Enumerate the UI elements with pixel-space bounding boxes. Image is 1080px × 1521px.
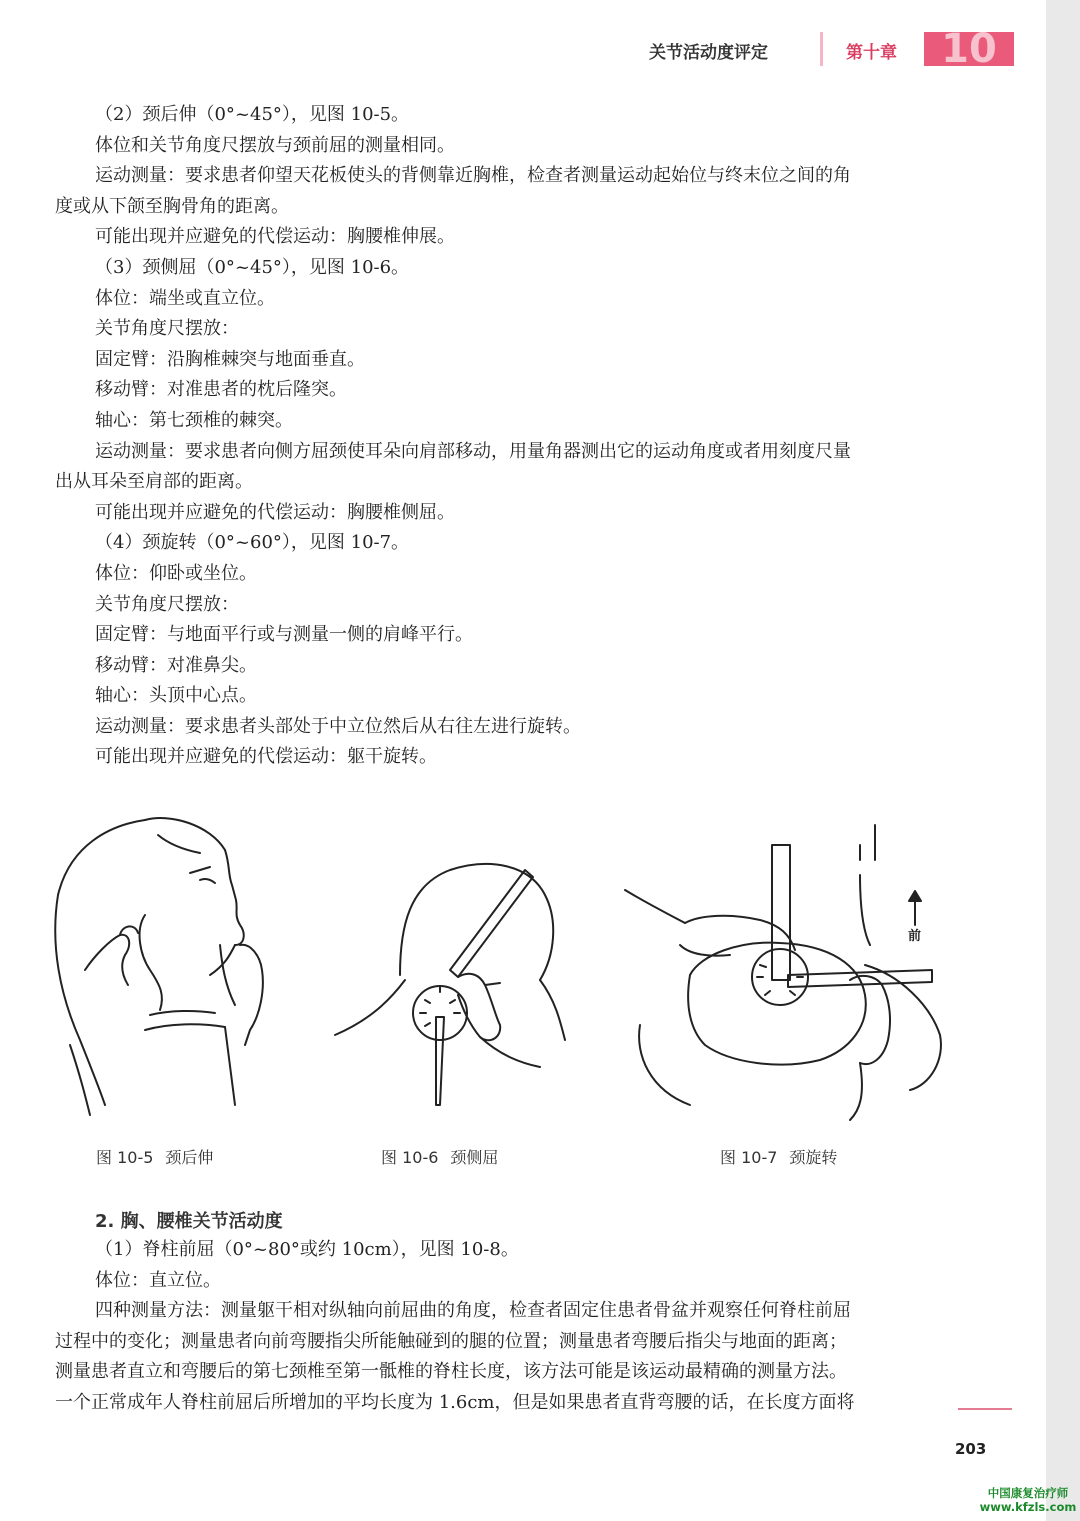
watermark-name: 中国康复治疗师 <box>987 1486 1069 1500</box>
paragraph-line: 过程中的变化；测量患者向前弯腰指尖所能触碰到的腿的位置；测量患者弯腰后指尖与地面的距离； <box>55 1330 847 1352</box>
figure-number: 图 10-7 <box>720 1148 778 1167</box>
figure-caption-10-7 <box>720 1145 837 1168</box>
paragraph-line: （1）脊柱前屈（0°~80°或约 10cm），见图 10-8。 <box>95 1239 519 1260</box>
page-edge <box>1046 0 1080 1521</box>
paragraph-line: 固定臂：与地面平行或与测量一侧的肩峰平行。 <box>95 624 473 646</box>
watermark-url: www.kfzls.com <box>979 1500 1077 1514</box>
figure-neck-rotation-illustration <box>620 805 950 1125</box>
paragraph-line: （2）颈后伸（0°~45°），见图 10-5。 <box>95 104 410 125</box>
figure-caption-text: 颈后伸 <box>165 1148 214 1167</box>
figure-caption-text: 颈旋转 <box>789 1148 838 1167</box>
figure-number: 图 10-6 <box>381 1148 439 1167</box>
paragraph-line: 四种测量方法：测量躯干相对纵轴向前屈曲的角度，检查者固定住患者骨盆并观察任何脊柱前屈 <box>95 1300 851 1322</box>
section2-text <box>55 1235 950 1419</box>
paragraph-line: 运动测量：要求患者向侧方屈颈使耳朵向肩部移动，用量角器测出它的运动角度或者用刻度尺量 <box>95 440 851 462</box>
paragraph-line: 一个正常成年人脊柱前屈后所增加的平均长度为 1.6cm，但是如果患者直背弯腰的话，在长度方面将 <box>55 1391 855 1413</box>
site-watermark <box>976 1486 1080 1514</box>
body-text <box>55 100 950 773</box>
figure-neck-extension-illustration <box>50 805 280 1125</box>
figure-neck-lateral-flexion-illustration <box>330 805 570 1125</box>
paragraph-line: 轴心：第七颈椎的棘突。 <box>95 409 293 431</box>
paragraph-line: 测量患者直立和弯腰后的第七颈椎至第一骶椎的脊柱长度，该方法可能是该运动最精确的测量方法。 <box>55 1361 847 1383</box>
paragraph-line: 移动臂：对准鼻尖。 <box>95 654 257 676</box>
figure-caption-text: 颈侧屈 <box>450 1148 499 1167</box>
paragraph-line: 关节角度尺摆放： <box>95 593 239 615</box>
paragraph-line: 关节角度尺摆放： <box>95 318 239 340</box>
figure-number: 图 10-5 <box>96 1148 154 1167</box>
paragraph-line: 移动臂：对准患者的枕后隆突。 <box>95 379 347 401</box>
paragraph-line: 轴心：头顶中心点。 <box>95 685 257 707</box>
chapter-number-block: 10 <box>924 32 1014 66</box>
paragraph-line: 出从耳朵至肩部的距离。 <box>55 471 253 493</box>
section-heading: 2. 胸、腰椎关节活动度 <box>95 1211 283 1232</box>
paragraph-line: 可能出现并应避免的代偿运动：躯干旋转。 <box>95 746 437 768</box>
paragraph-line: 体位：端坐或直立位。 <box>95 287 275 309</box>
paragraph-line: 度或从下颌至胸骨角的距离。 <box>55 195 289 217</box>
paragraph-line: 体位：直立位。 <box>95 1269 221 1291</box>
figure-caption-10-6 <box>381 1145 498 1168</box>
running-header <box>0 28 1046 72</box>
paragraph-line: 可能出现并应避免的代偿运动：胸腰椎侧屈。 <box>95 501 455 523</box>
paragraph-line: （3）颈侧屈（0°~45°），见图 10-6。 <box>95 256 410 278</box>
paragraph-line: 可能出现并应避免的代偿运动：胸腰椎伸展。 <box>95 226 455 248</box>
figure-caption-10-5 <box>96 1145 213 1168</box>
header-divider <box>820 32 823 66</box>
page-number: 203 <box>955 1440 987 1458</box>
paragraph-line: 体位和关节角度尺摆放与颈前屈的测量相同。 <box>95 134 455 156</box>
paragraph-line: 固定臂：沿胸椎棘突与地面垂直。 <box>95 348 365 370</box>
paragraph-line: （4）颈旋转（0°~60°），见图 10-7。 <box>95 532 410 554</box>
direction-label-front: 前 <box>908 929 922 944</box>
paragraph-line: 运动测量：要求患者仰望天花板使头的背侧靠近胸椎，检查者测量运动起始位与终末位之间的角 <box>95 165 851 187</box>
paragraph-line: 体位：仰卧或坐位。 <box>95 562 257 584</box>
header-chapter: 第十章 <box>846 43 897 63</box>
paragraph-line: 运动测量：要求患者头部处于中立位然后从右往左进行旋转。 <box>95 715 581 737</box>
header-section-title: 关节活动度评定 <box>649 43 768 63</box>
margin-rule <box>958 1408 1012 1410</box>
